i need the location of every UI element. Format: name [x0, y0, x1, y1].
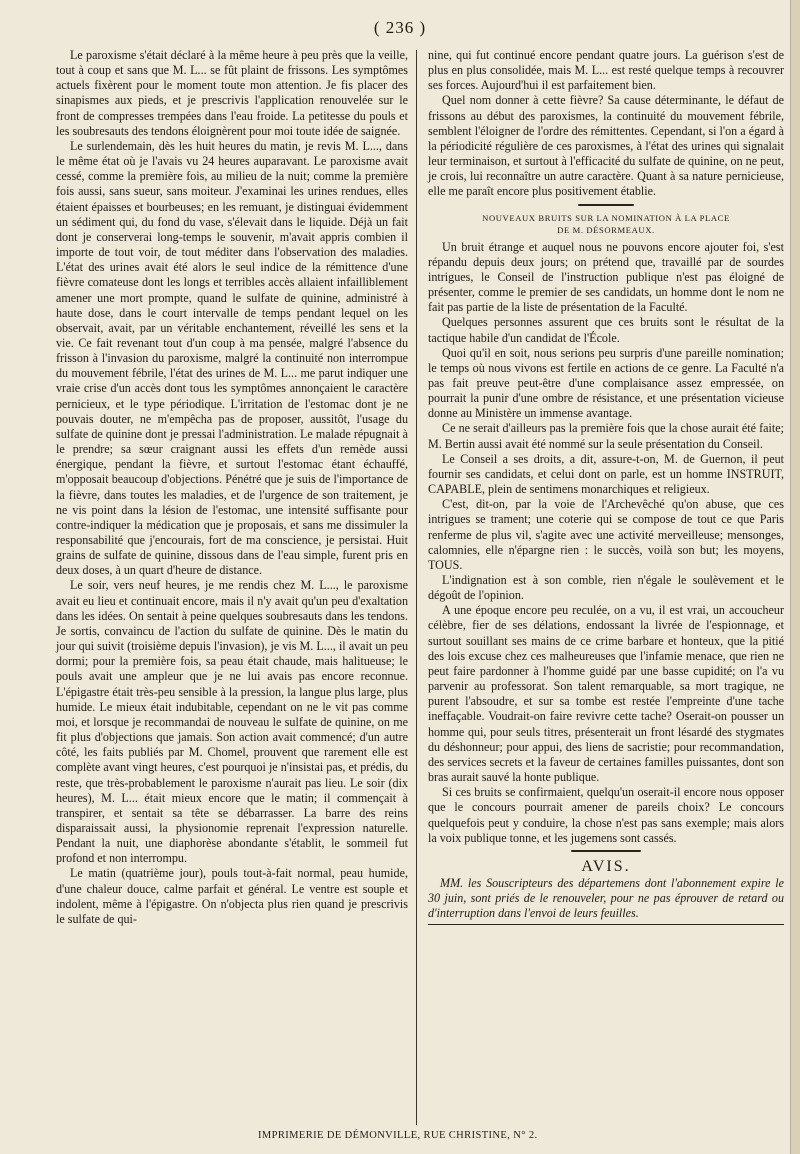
page-edge: [791, 0, 800, 1154]
article-paragraph: Le matin (quatrième jour), pouls tout-à-fait normal, peau humide, d'une chaleur douce, calme parfait et général. Le ventre est souple et indolent, même à l'épigastre. On n'objecta plus rien quand je prescrivis le sulfate de qui-: [56, 866, 408, 926]
article-paragraph: Le soir, vers neuf heures, je me rendis chez M. L..., le paroxisme avait eu lieu et continuait encore, mais il n'y avait qu'un peu d'exaltation dans les idées. On sentait à peine quelques soubresauts dans les tendons. Je sortis, convaincu de l'action du sulfate de quinine. Dès le matin du jour qui suivit (troisième depuis l'invasion), je vis M. L..., il avait un peu dormi; pour la première fois, sa peau était chaude, mais halitueuse; le pouls avait une ampleur que je ne lui avais pas encore reconnue. L'épigastre était très-peu sensible à la pression, la langue plus large, plus humide. Le mieux était indubitable, cependant on ne le vit pas comme moi, et lorsque je recommandai de nouveau le sulfate de quinine, on me fit plus d'objections que jamais. Son action avait commencé; d'un autre côté, les faits publiés par M. Chomel, prouvent que rarement elle est complète avant vingt heures, c'est pourquoi je n'insistai pas, et prédis, du reste, que très-probablement le paroxisme n'aurait pas lieu. Le soir (dix heures), M. L... était mieux encore que le matin; il commençait à transpirer, et sentait sa tête se débarrasser. La barre des reins disparaissait aussi, la physionomie reprenait l'expression naturelle. Pendant la nuit, une diaphorèse abondante s'établit, le sommeil fut profond et non interrompu.: [56, 578, 408, 866]
article-paragraph: Quoi qu'il en soit, nous serions peu surpris d'une pareille nomination; le temps où nous vivons est fertile en actions de ce genre. La Faculté n'a pas fait preuve peut-être d'une complaisance assez empressée, on pourrait la punir d'une ombre de résistance, et une présentation vicieuse donne au Ministère un immense avantage.: [428, 345, 784, 421]
ornament-rule: [571, 850, 641, 852]
article-paragraph: Le surlendemain, dès les huit heures du matin, je revis M. L..., dans le même état où je l'avais vu 24 heures auparavant. Le paroxisme avait cessé, comme la première fois, au milieu de la nuit; comme la première fois aussi, sans sueur, sans moiteur. J'examinai les urines rendues, elles étaient épaisses et bourbeuses; en les remuant, je distinguai évidemment un sédiment qui, du fond du vase, s'élevait dans le liquide. Déjà un fait dont je conserverai long-temps le souvenir, m'avait appris combien il importe de tout voir, de tout méditer dans l'observation des maladies. L'état des urines avait été alors le seul indice de la rémittence d'une fièvre comateuse dont les longs et terribles accès allaient infailliblement amener une mort prompte, quand le sulfate de quinine, administré à haute dose, dans le court intervalle de temps pendant lequel on les observait, avait, par un véritable enchantement, réveillé les sens et la vie. Ce fait revenant tout d'un coup à ma pensée, malgré l'absence du frisson à l'invasion du paroxisme, malgré la continuité non interrompue du mouvement fébrile, l'état des urines de M. L... me parut indiquer une vraie crise d'un accès dont tous les symptômes annonçaient le caractère pernicieux, et le type périodique. L'irritation de l'estomac dont je ne pouvais douter, ne m'empêcha pas de proposer, aussitôt, l'usage du sulfate de quinine dont je pressai l'administration. Le malade répugnait à le prendre; sa sœur craignant aussi les effets d'un remède aussi énergique, pendant la fièvre, et surtout l'estomac étant échauffé, m'opposait beaucoup d'objections. Pénétré que je suis de l'importance de la fièvre, dans toutes les maladies, et de l'urgence de son traitement, je ne vis point dans la lésion de l'estomac, une intensité suffisante pour contre-indiquer la médication que je proposais, et sans me dissimuler la responsabilité que j'encourais, fort de ma conscience, je persistai. Huit grains de sulfate de quinine, dissous dans de l'eau simple, furent pris en deux doses, à un quart d'heure de distance.: [56, 138, 408, 578]
notice-rule: [428, 924, 784, 925]
article-paragraph: Si ces bruits se confirmaient, quelqu'un oserait-il encore nous opposer que le concours pourrait amener de pareils choix? Le concours quelquefois peut y conduire, la chose n'est pas sans exemple; mais alors la voix publique tonne, et les jugemens sont cassés.: [428, 785, 784, 845]
notice-title: AVIS.: [581, 857, 631, 875]
article-paragraph: Quel nom donner à cette fièvre? Sa cause déterminante, le défaut de frissons au début des paroxismes, la continuité du mouvement fébrile, semblent l'éloigner de l'ordre des rémittentes. Cependant, si l'on a égard à la périodicité régulière de ces paroxismes, à l'état des urines qui signalait leur terminaison, et surtout à l'efficacité du sulfate de quinine, on ne peut, je crois, lui reconnaître un autre caractère. Quant à sa nature pernicieuse, elle me paraît encore plus positivement établie.: [428, 93, 784, 199]
article-paragraph: Un bruit étrange et auquel nous ne pouvons encore ajouter foi, s'est répandu depuis deux jours; on prétend que, travaillé par de sourdes intrigues, le Conseil de l'instruction publique n'est pas éloigné de présenter, comme le premier de ses candidats, un homme dont le nom ne fait pas partie de la liste de présentation de la Faculté.: [428, 239, 784, 315]
article-paragraph: nine, qui fut continué encore pendant quatre jours. La guérison s'est de plus en plus consolidée, mais M. L... est resté quelque temps à recouvrer ses forces. Aujourd'hui il est parfaitement bien.: [428, 48, 784, 93]
section-title: [428, 212, 784, 236]
section-title-line: DE M. DÉSORMEAUX.: [557, 224, 655, 235]
notice-text: MM. les Souscripteurs des départemens dont l'abonnement expire le 30 juin, sont priés de le renouveler, pour ne pas éprouver de retard ou d'interruption dans l'envoi de leurs feuilles.: [428, 875, 784, 921]
article-paragraph: A une époque encore peu reculée, on a vu, il est vrai, un accoucheur célèbre, fier de ses délations, endossant la livrée de l'espionnage, et surtout souillant ses mains de ce crime barbare et honteux, que la pitié des lois excuse chez ces malheureuses que l'infamie menace, que rien ne peut faire pardonner à l'homme guidé par une basse cupidité; on l'a vu parvenir au professorat. Son talent remarquable, sa mort tragique, ne purent l'absoudre, et sur sa tombe est restée l'empreinte d'une tache ineffaçable. Voudrait-on faire revivre cette tache? Oserait-on pousser un homme qui, pour seuls titres, présenterait un front lésardé des stygmates du déshonneur; pour appui, des liens de sacristie; pour recommandation, des services secrets et la faveur de certaines familles puissantes, dont son bras aurait sauvé la honte publique.: [428, 603, 784, 785]
article-paragraph: Ce ne serait d'ailleurs pas la première fois que la chose aurait été faite; M. Bertin aussi avait été nommé sur la seule présentation du Conseil.: [428, 421, 784, 451]
column-divider: [416, 50, 417, 1125]
article-paragraph: Le Conseil a ses droits, a dit, assure-t-on, M. de Guernon, il peut fournir ses candidats, et celui dont on parle, est un homme INSTRUIT, CAPABLE, plein de sentimens monarchiques et religieux.: [428, 451, 784, 497]
section-title-line: NOUVEAUX BRUITS SUR LA NOMINATION À LA PLACE: [482, 212, 730, 223]
ornament-rule: [578, 204, 634, 206]
left-column: [56, 48, 408, 927]
page-number: ( 236 ): [373, 18, 427, 37]
article-paragraph: L'indignation est à son comble, rien n'égale le soulèvement et le dégoût de l'opinion.: [428, 573, 784, 603]
right-column: [428, 48, 784, 925]
article-paragraph: C'est, dit-on, par la voie de l'Archevêché qu'on abuse, que ces intrigues se trament; une coterie qui se compose de tout ce que Paris renferme de plus vil, s'agite avec une activité merveilleuse; mensonges, calomnies, elle n'épargne rien : le succès, voilà son but; les moyens, TOUS.: [428, 497, 784, 572]
article-paragraph: Le paroxisme s'était déclaré à la même heure à peu près que la veille, tout à coup et sans que M. L... se fût plaint de frissons. Les symptômes actuels fixèrent pour le moment toute mon attention. Je fis placer des sinapismes aux pieds, et je prescrivis l'application renouvelée sur le front de compresses trempées dans l'eau froide. La petitesse du pouls et les soubresauts des tendons éloignèrent pour moi toute idée de saignée.: [56, 48, 408, 138]
article-paragraph: Quelques personnes assurent que ces bruits sont le résultat de la tactique habile d'un candidat de l'École.: [428, 315, 784, 345]
printer-imprint: IMPRIMERIE DE DÉMONVILLE, RUE CHRISTINE, N° 2.: [258, 1130, 538, 1141]
